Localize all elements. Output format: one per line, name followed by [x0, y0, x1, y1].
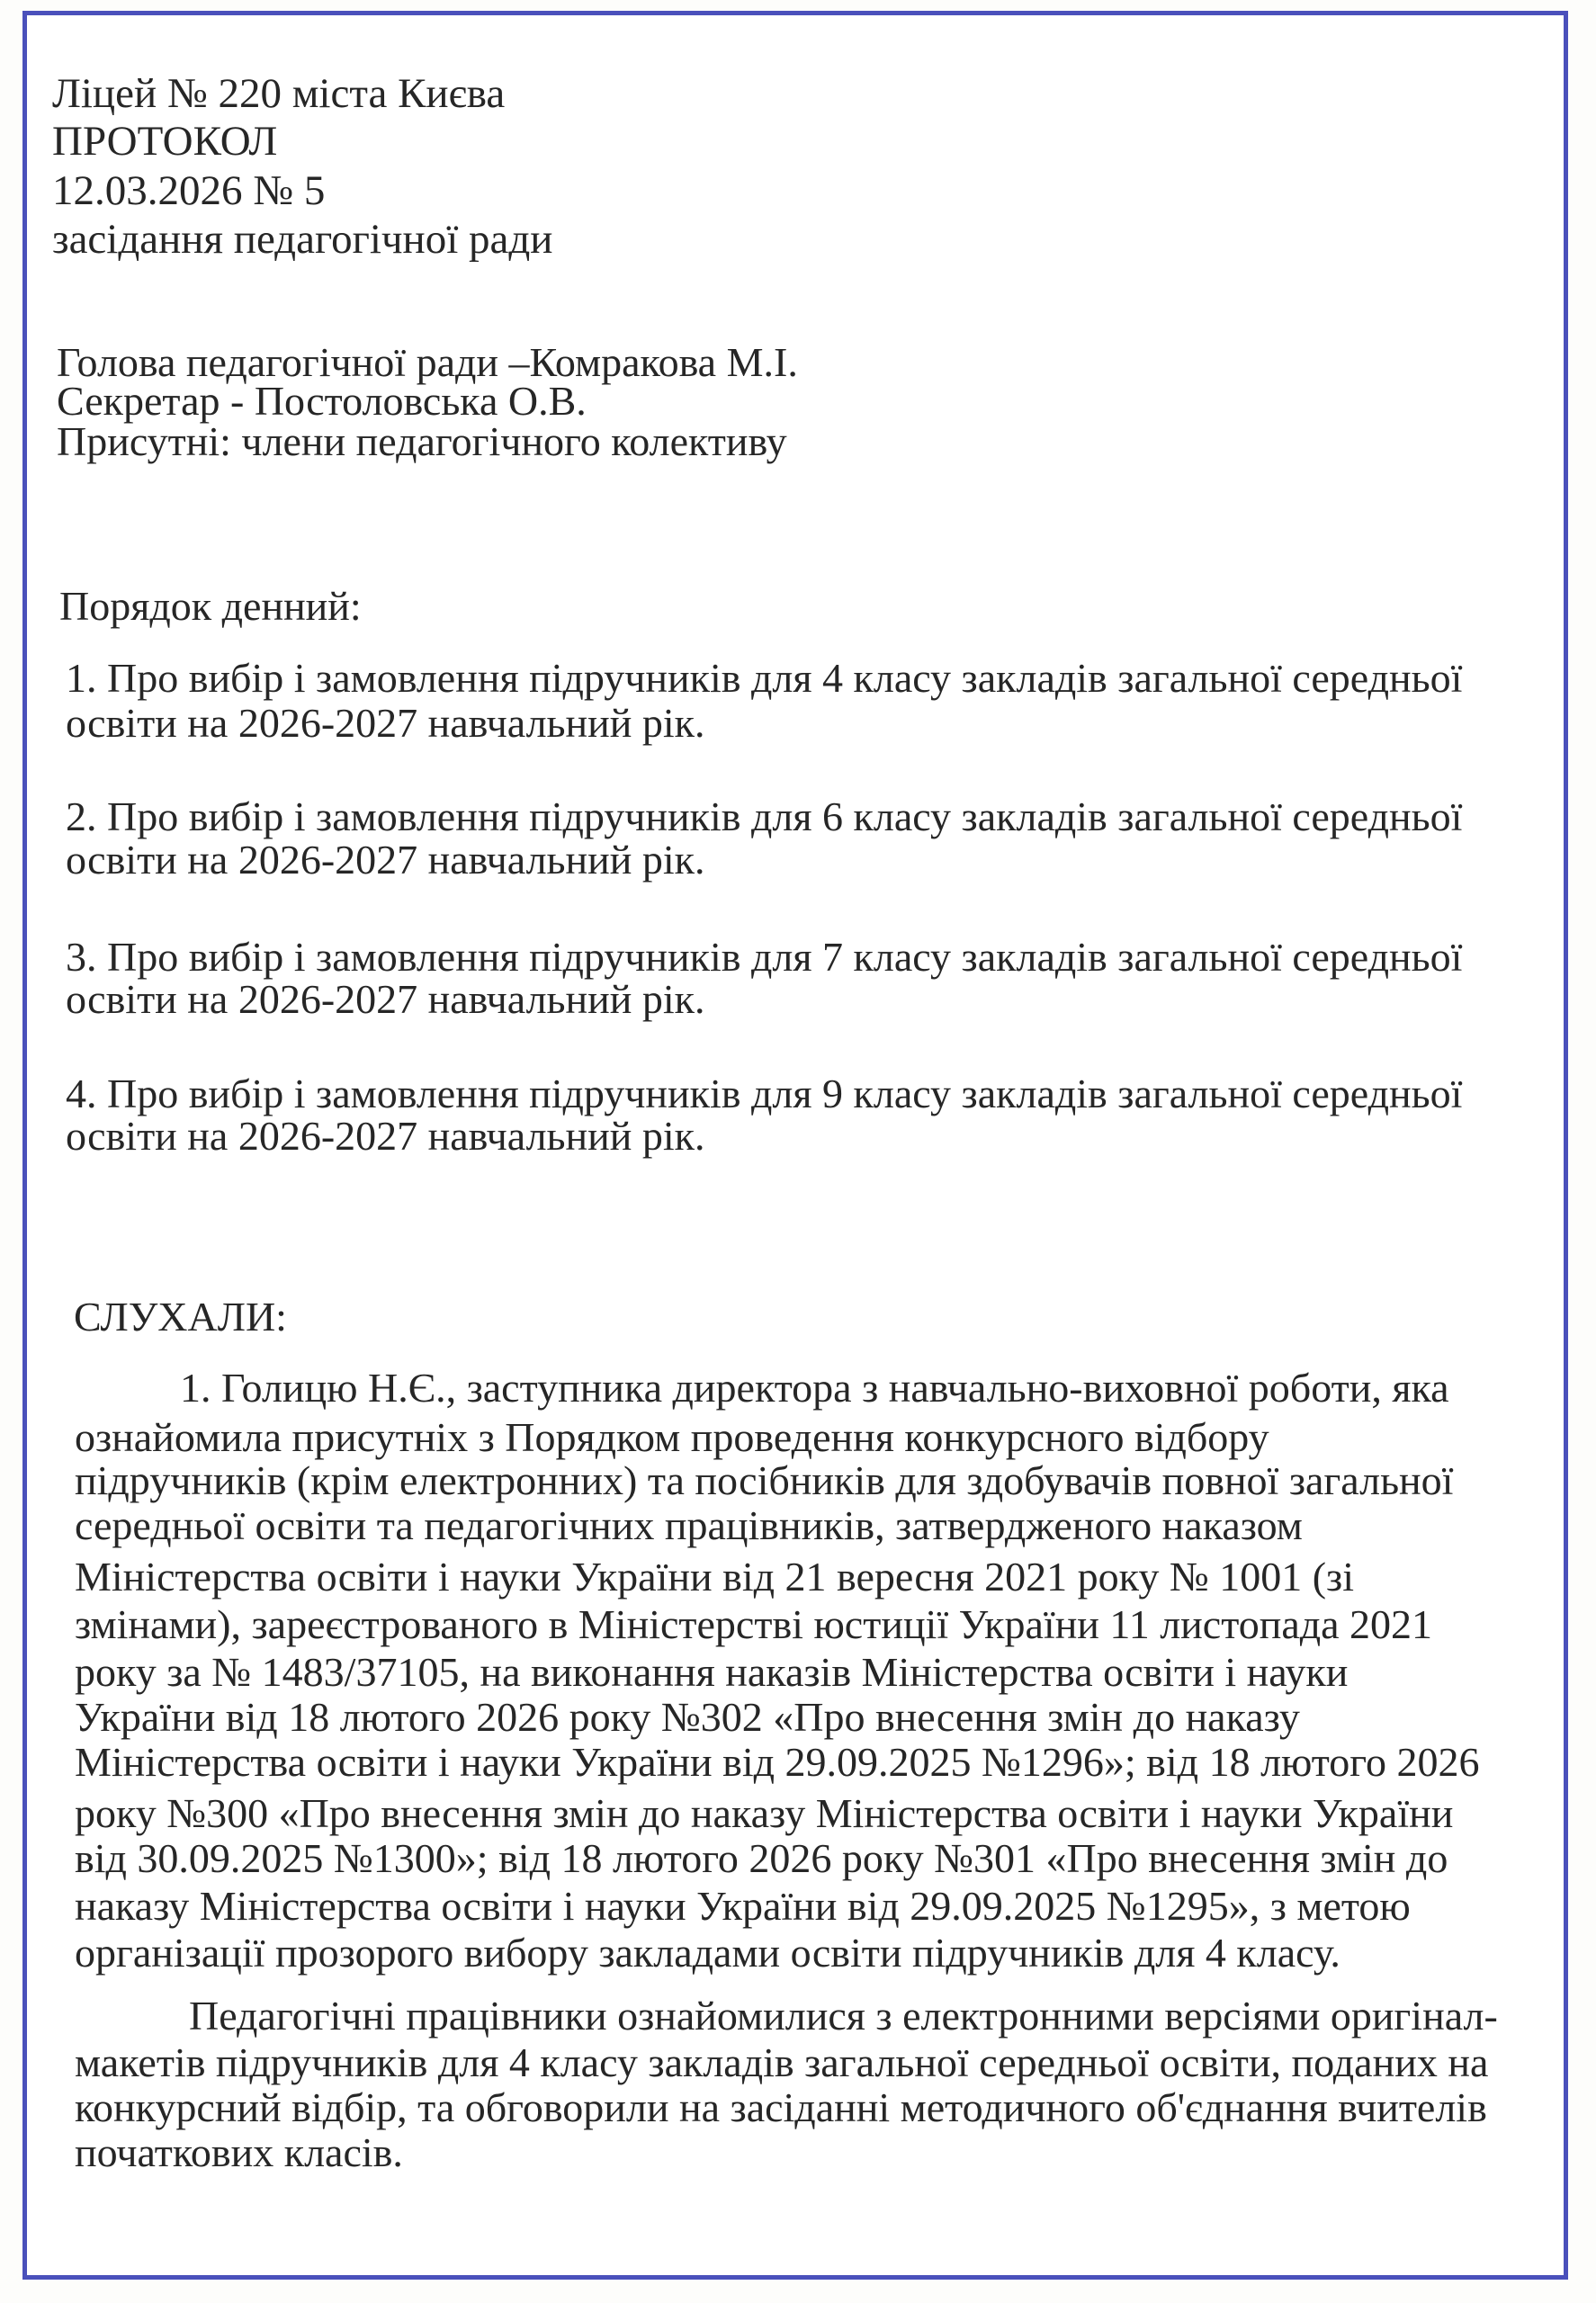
paragraph-line: Педагогічні працівники ознайомилися з електронними версіями оригінал- [189, 1993, 1498, 2039]
paragraph-line: наказу Міністерства освіти і науки України від 29.09.2025 №1295», з метою [75, 1883, 1411, 1929]
agenda-item-line: освіти на 2026-2027 навчальний рік. [66, 837, 705, 883]
agenda-item-line: освіти на 2026-2027 навчальний рік. [66, 976, 705, 1022]
paragraph-line: змінами), зареєстрованого в Міністерстві юстиції України 11 листопада 2021 [75, 1601, 1433, 1647]
paragraph-line: макетів підручників для 4 класу закладів загальної середньої освіти, поданих на [75, 2039, 1489, 2085]
paragraph-line: України від 18 лютого 2026 року №302 «Про внесення змін до наказу [75, 1694, 1300, 1740]
agenda-item-line: 4. Про вибір і замовлення підручників для 9 класу закладів загальної середньої [66, 1071, 1463, 1116]
paragraph-line: року №300 «Про внесення змін до наказу Міністерства освіти і науки України [75, 1790, 1454, 1836]
agenda-item-line: 2. Про вибір і замовлення підручників для 6 класу закладів загальної середньої [66, 793, 1463, 839]
paragraph-line: Міністерства освіти і науки України від 29.09.2025 №1296»; від 18 лютого 2026 [75, 1739, 1480, 1785]
document-type: ПРОТОКОЛ [52, 118, 278, 165]
chair-line: Голова педагогічної ради –Комракова М.І. [57, 339, 798, 385]
meeting-title: засідання педагогічної ради [52, 216, 553, 263]
paragraph-line: організації прозорого вибору закладами освіти підручників для 4 класу. [75, 1930, 1340, 1976]
paragraph-line: ознайомила присутніх з Порядком проведення конкурсного відбору [75, 1414, 1269, 1460]
heard-title: СЛУХАЛИ: [74, 1294, 287, 1340]
present-line: Присутні: члени педагогічного колективу [57, 418, 787, 464]
paragraph-line: підручників (крім електронних) та посібників для здобувачів повної загальної [75, 1457, 1454, 1503]
paragraph-line: від 30.09.2025 №1300»; від 18 лютого 2026 року №301 «Про внесення змін до [75, 1835, 1448, 1881]
document-date-number: 12.03.2026 № 5 [52, 167, 326, 214]
secretary-line: Секретар - Постоловська О.В. [57, 378, 587, 424]
agenda-item-line: 1. Про вибір і замовлення підручників для 4 класу закладів загальної середньої [66, 655, 1463, 701]
agenda-item-line: 3. Про вибір і замовлення підручників для 7 класу закладів загальної середньої [66, 934, 1463, 980]
paragraph-line: конкурсний відбір, та обговорили на засіданні методичного об'єднання вчителів [75, 2084, 1487, 2130]
paragraph-line: початкових класів. [75, 2129, 403, 2175]
agenda-item-line: освіти на 2026-2027 навчальний рік. [66, 700, 705, 746]
paragraph-line: середньої освіти та педагогічних працівників, затвердженого наказом [75, 1502, 1303, 1548]
school-name: Ліцей № 220 міста Києва [52, 70, 506, 117]
agenda-title: Порядок денний: [59, 583, 362, 629]
paragraph-line: Міністерства освіти і науки України від 21 вересня 2021 року № 1001 (зі [75, 1554, 1354, 1600]
paragraph-line: року за № 1483/37105, на виконання наказів Міністерства освіти і науки [75, 1649, 1349, 1695]
paragraph-line: 1. Голицю Н.Є., заступника директора з навчально-виховної роботи, яка [180, 1365, 1449, 1411]
agenda-item-line: освіти на 2026-2027 навчальний рік. [66, 1113, 705, 1159]
